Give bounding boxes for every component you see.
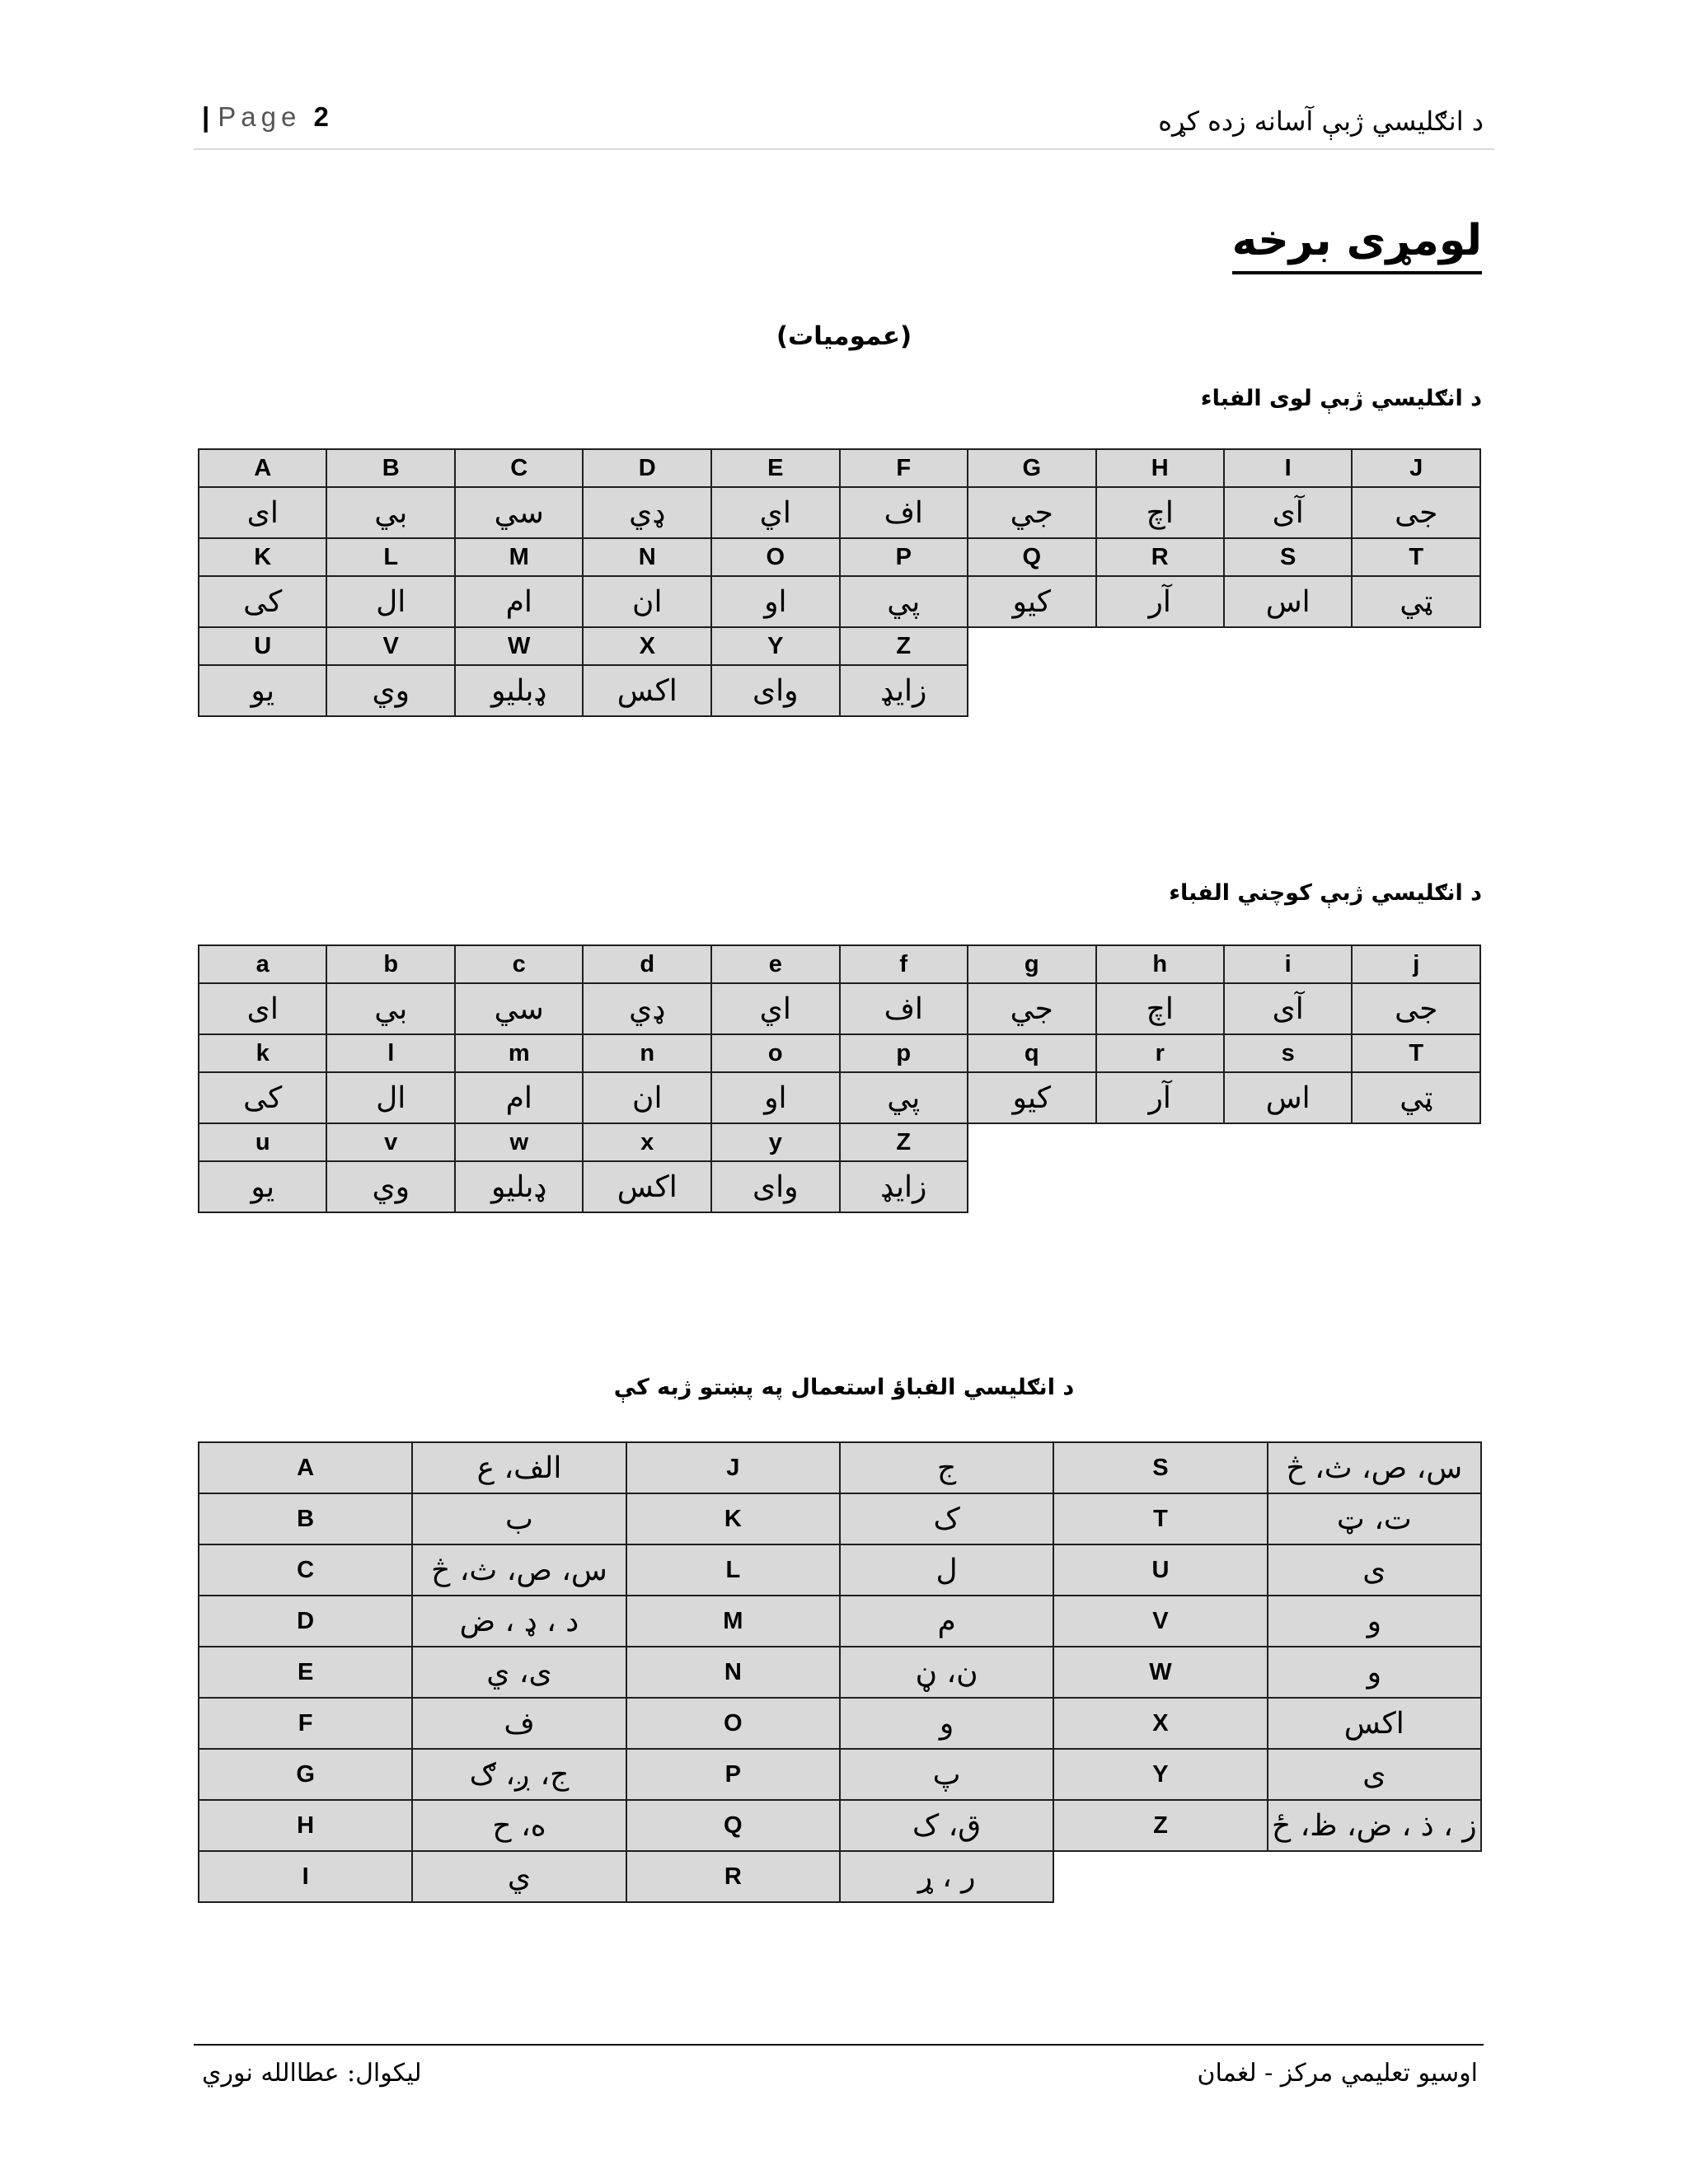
letter-cell: Q [968, 538, 1095, 576]
letter-cell: D [583, 449, 711, 487]
pronunciation-cell: ډبلیو [455, 1161, 584, 1212]
letter-cell: w [455, 1123, 584, 1161]
pronunciation-cell: او [711, 576, 840, 627]
english-letter-cell: M [626, 1596, 840, 1647]
letter-cell: Z [840, 627, 968, 665]
usage-row [199, 1698, 1481, 1749]
lowercase-latin-row [199, 945, 1480, 983]
pronunciation-cell: ډبلیو [455, 665, 584, 716]
letter-cell: S [1224, 538, 1353, 576]
pronunciation-cell: زایډ [840, 1161, 968, 1212]
uppercase-pashto-row [199, 487, 1480, 538]
empty-cell [1096, 1161, 1224, 1212]
letter-cell: v [326, 1123, 454, 1161]
uppercase-pashto-row [199, 576, 1480, 627]
pronunciation-cell: اکس [583, 665, 711, 716]
page-number: 2 [313, 101, 329, 132]
english-letter-cell: V [1053, 1596, 1267, 1647]
pronunciation-cell: اکس [583, 1161, 711, 1212]
pronunciation-cell: پي [840, 576, 968, 627]
pronunciation-cell: اي [711, 983, 840, 1034]
letter-cell: d [583, 945, 711, 983]
empty-cell [1224, 1161, 1353, 1212]
pronunciation-cell: وي [326, 1161, 454, 1212]
pashto-equivalent-cell: اکس [1268, 1698, 1481, 1749]
chapter-title: لومړی برخه [1232, 214, 1482, 274]
english-letter-cell: Y [1053, 1749, 1267, 1800]
letter-cell: G [968, 449, 1095, 487]
letter-usage-table [198, 1441, 1482, 1903]
usage-heading: د انګلیسي الفباؤ استعمال په پښتو ژبه کې [613, 1375, 1075, 1400]
letter-cell: o [711, 1034, 840, 1072]
letter-cell: X [583, 627, 711, 665]
pashto-equivalent-cell: م [840, 1596, 1053, 1647]
pashto-equivalent-cell: ل [840, 1544, 1053, 1596]
english-letter-cell: H [199, 1800, 412, 1851]
pronunciation-cell: پي [840, 1072, 968, 1123]
english-letter-cell: R [626, 1851, 840, 1902]
letter-cell: A [199, 449, 326, 487]
letter-cell: I [1224, 449, 1353, 487]
pronunciation-cell: آی [1224, 487, 1353, 538]
letter-cell: U [199, 627, 326, 665]
pronunciation-cell: اي [711, 487, 840, 538]
uppercase-latin-row [199, 538, 1480, 576]
pronunciation-cell: اس [1224, 576, 1353, 627]
letter-cell: C [455, 449, 584, 487]
empty-cell [1096, 627, 1224, 665]
letter-cell: n [583, 1034, 711, 1072]
pronunciation-cell: جي [968, 487, 1095, 538]
english-letter-cell: A [199, 1442, 412, 1493]
letter-cell: M [455, 538, 584, 576]
footer-center-name: اوسیو تعلیمي مرکز - لغمان [1197, 2059, 1478, 2088]
page-label: Page [218, 101, 302, 132]
letter-cell: F [840, 449, 968, 487]
empty-cell [1352, 1123, 1480, 1161]
page-number-label: | Page 2 [202, 101, 329, 132]
empty-cell [1053, 1851, 1267, 1902]
english-letter-cell: X [1053, 1698, 1267, 1749]
uppercase-heading: د انګلیسي ژبې لوی الفباء [1200, 386, 1482, 411]
empty-cell [1224, 627, 1353, 665]
empty-cell [1268, 1851, 1481, 1902]
header-divider [194, 148, 1494, 150]
letter-cell: p [840, 1034, 968, 1072]
letter-cell: O [711, 538, 840, 576]
letter-cell: Y [711, 627, 840, 665]
lowercase-latin-row [199, 1123, 1480, 1161]
running-title: د انګلیسي ژبې آسانه زده کړه [1158, 105, 1484, 137]
english-letter-cell: F [199, 1698, 412, 1749]
pashto-equivalent-cell: س، ص، ث، څ [412, 1544, 626, 1596]
lowercase-latin-row [199, 1034, 1480, 1072]
pronunciation-cell: سي [455, 487, 584, 538]
lowercase-pashto-row [199, 1161, 1480, 1212]
usage-row [199, 1493, 1481, 1544]
english-letter-cell: S [1053, 1442, 1267, 1493]
pashto-equivalent-cell: ج [840, 1442, 1053, 1493]
letter-cell: l [326, 1034, 454, 1072]
empty-cell [1352, 627, 1480, 665]
pashto-equivalent-cell: الف، ع [412, 1442, 626, 1493]
empty-cell [968, 627, 1095, 665]
pronunciation-cell: ان [583, 576, 711, 627]
letter-cell: P [840, 538, 968, 576]
pronunciation-cell: کیو [968, 576, 1095, 627]
pronunciation-cell: جی [1352, 487, 1480, 538]
pronunciation-cell: وي [326, 665, 454, 716]
usage-row [199, 1596, 1481, 1647]
english-letter-cell: P [626, 1749, 840, 1800]
usage-row [199, 1544, 1481, 1596]
pronunciation-cell: یو [199, 1161, 326, 1212]
lowercase-pashto-row [199, 1072, 1480, 1123]
letter-cell: W [455, 627, 584, 665]
letter-cell: T [1352, 1034, 1480, 1072]
pashto-equivalent-cell: ت، ټ [1268, 1493, 1481, 1544]
pashto-equivalent-cell: ي [412, 1851, 626, 1902]
empty-cell [1352, 665, 1480, 716]
pashto-equivalent-cell: ب [412, 1493, 626, 1544]
pashto-equivalent-cell: س، ص، ث، څ [1268, 1442, 1481, 1493]
letter-cell: u [199, 1123, 326, 1161]
pashto-equivalent-cell: ی، ي [412, 1647, 626, 1698]
pronunciation-cell: کی [199, 576, 326, 627]
letter-cell: j [1352, 945, 1480, 983]
empty-cell [968, 1123, 1095, 1161]
pronunciation-cell: بي [326, 487, 454, 538]
letter-cell: L [326, 538, 454, 576]
pronunciation-cell: ټي [1352, 576, 1480, 627]
pashto-equivalent-cell: ر ، ړ [840, 1851, 1053, 1902]
empty-cell [968, 1161, 1095, 1212]
english-letter-cell: C [199, 1544, 412, 1596]
letter-cell: e [711, 945, 840, 983]
letter-cell: r [1096, 1034, 1224, 1072]
pronunciation-cell: اچ [1096, 983, 1224, 1034]
pronunciation-cell: اف [840, 983, 968, 1034]
english-letter-cell: L [626, 1544, 840, 1596]
footer-author: لیکوال: عطاالله نوري [202, 2059, 422, 2088]
english-letter-cell: Q [626, 1800, 840, 1851]
lowercase-alphabet-table [198, 944, 1481, 1213]
pronunciation-cell: ام [455, 576, 584, 627]
pashto-equivalent-cell: ج، ږ، ګ [412, 1749, 626, 1800]
pronunciation-cell: ام [455, 1072, 584, 1123]
pashto-equivalent-cell: ه، ح [412, 1800, 626, 1851]
usage-row [199, 1442, 1481, 1493]
letter-cell: E [711, 449, 840, 487]
pronunciation-cell: کی [199, 1072, 326, 1123]
footer-divider [194, 2044, 1484, 2046]
pronunciation-cell: جي [968, 983, 1095, 1034]
letter-cell: g [968, 945, 1095, 983]
english-letter-cell: T [1053, 1493, 1267, 1544]
english-letter-cell: W [1053, 1647, 1267, 1698]
english-letter-cell: N [626, 1647, 840, 1698]
pronunciation-cell: جی [1352, 983, 1480, 1034]
english-letter-cell: K [626, 1493, 840, 1544]
letter-cell: x [583, 1123, 711, 1161]
usage-row [199, 1647, 1481, 1698]
letter-cell: k [199, 1034, 326, 1072]
empty-cell [1096, 1123, 1224, 1161]
uppercase-latin-row [199, 449, 1480, 487]
english-letter-cell: O [626, 1698, 840, 1749]
pashto-equivalent-cell: و [840, 1698, 1053, 1749]
pronunciation-cell: آر [1096, 576, 1224, 627]
letter-cell: b [326, 945, 454, 983]
letter-cell: J [1352, 449, 1480, 487]
english-letter-cell: J [626, 1442, 840, 1493]
usage-row [199, 1800, 1481, 1851]
pronunciation-cell: ان [583, 1072, 711, 1123]
pronunciation-cell: اچ [1096, 487, 1224, 538]
english-letter-cell: B [199, 1493, 412, 1544]
pronunciation-cell: کیو [968, 1072, 1095, 1123]
pronunciation-cell: ای [199, 487, 326, 538]
letter-cell: R [1096, 538, 1224, 576]
pashto-equivalent-cell: ق، ک [840, 1800, 1053, 1851]
pronunciation-cell: یو [199, 665, 326, 716]
empty-cell [1352, 1161, 1480, 1212]
pronunciation-cell: ال [326, 1072, 454, 1123]
pronunciation-cell: آر [1096, 1072, 1224, 1123]
english-letter-cell: U [1053, 1544, 1267, 1596]
pronunciation-cell: زایډ [840, 665, 968, 716]
letter-cell: H [1096, 449, 1224, 487]
pashto-equivalent-cell: ف [412, 1698, 626, 1749]
pashto-equivalent-cell: ک [840, 1493, 1053, 1544]
usage-row [199, 1749, 1481, 1800]
pronunciation-cell: ای [199, 983, 326, 1034]
pronunciation-cell: وای [711, 665, 840, 716]
letter-cell: V [326, 627, 454, 665]
pronunciation-cell: وای [711, 1161, 840, 1212]
empty-cell [968, 665, 1095, 716]
chapter-subtitle: (عمومیات) [776, 321, 912, 351]
letter-cell: s [1224, 1034, 1353, 1072]
pashto-equivalent-cell: ی [1268, 1749, 1481, 1800]
lowercase-pashto-row [199, 983, 1480, 1034]
usage-row [199, 1851, 1481, 1902]
pronunciation-cell: اف [840, 487, 968, 538]
pashto-equivalent-cell: ی [1268, 1544, 1481, 1596]
pashto-equivalent-cell: ن، ڼ [840, 1647, 1053, 1698]
uppercase-alphabet-table [198, 448, 1481, 717]
pashto-equivalent-cell: د ، ډ ، ض [412, 1596, 626, 1647]
letter-cell: m [455, 1034, 584, 1072]
letter-cell: N [583, 538, 711, 576]
pronunciation-cell: اس [1224, 1072, 1353, 1123]
english-letter-cell: Z [1053, 1800, 1267, 1851]
letter-cell: T [1352, 538, 1480, 576]
pronunciation-cell: ټي [1352, 1072, 1480, 1123]
pashto-equivalent-cell: پ [840, 1749, 1053, 1800]
letter-cell: Z [840, 1123, 968, 1161]
english-letter-cell: E [199, 1647, 412, 1698]
letter-cell: y [711, 1123, 840, 1161]
letter-cell: c [455, 945, 584, 983]
letter-cell: f [840, 945, 968, 983]
pronunciation-cell: او [711, 1072, 840, 1123]
letter-cell: h [1096, 945, 1224, 983]
pronunciation-cell: بي [326, 983, 454, 1034]
lowercase-heading: د انګلیسي ژبې کوچني الفباء [1169, 880, 1482, 906]
uppercase-latin-row [199, 627, 1480, 665]
english-letter-cell: I [199, 1851, 412, 1902]
pronunciation-cell: ال [326, 576, 454, 627]
empty-cell [1096, 665, 1224, 716]
pashto-equivalent-cell: ز ، ذ ، ض، ظ، ځ [1268, 1800, 1481, 1851]
pronunciation-cell: ډي [583, 487, 711, 538]
letter-cell: i [1224, 945, 1353, 983]
letter-cell: q [968, 1034, 1095, 1072]
letter-cell: B [326, 449, 454, 487]
pronunciation-cell: آی [1224, 983, 1353, 1034]
letter-cell: a [199, 945, 326, 983]
pronunciation-cell: سي [455, 983, 584, 1034]
pronunciation-cell: ډي [583, 983, 711, 1034]
english-letter-cell: G [199, 1749, 412, 1800]
empty-cell [1224, 1123, 1353, 1161]
empty-cell [1224, 665, 1353, 716]
letter-cell: K [199, 538, 326, 576]
english-letter-cell: D [199, 1596, 412, 1647]
pashto-equivalent-cell: و [1268, 1596, 1481, 1647]
uppercase-pashto-row [199, 665, 1480, 716]
pashto-equivalent-cell: و [1268, 1647, 1481, 1698]
